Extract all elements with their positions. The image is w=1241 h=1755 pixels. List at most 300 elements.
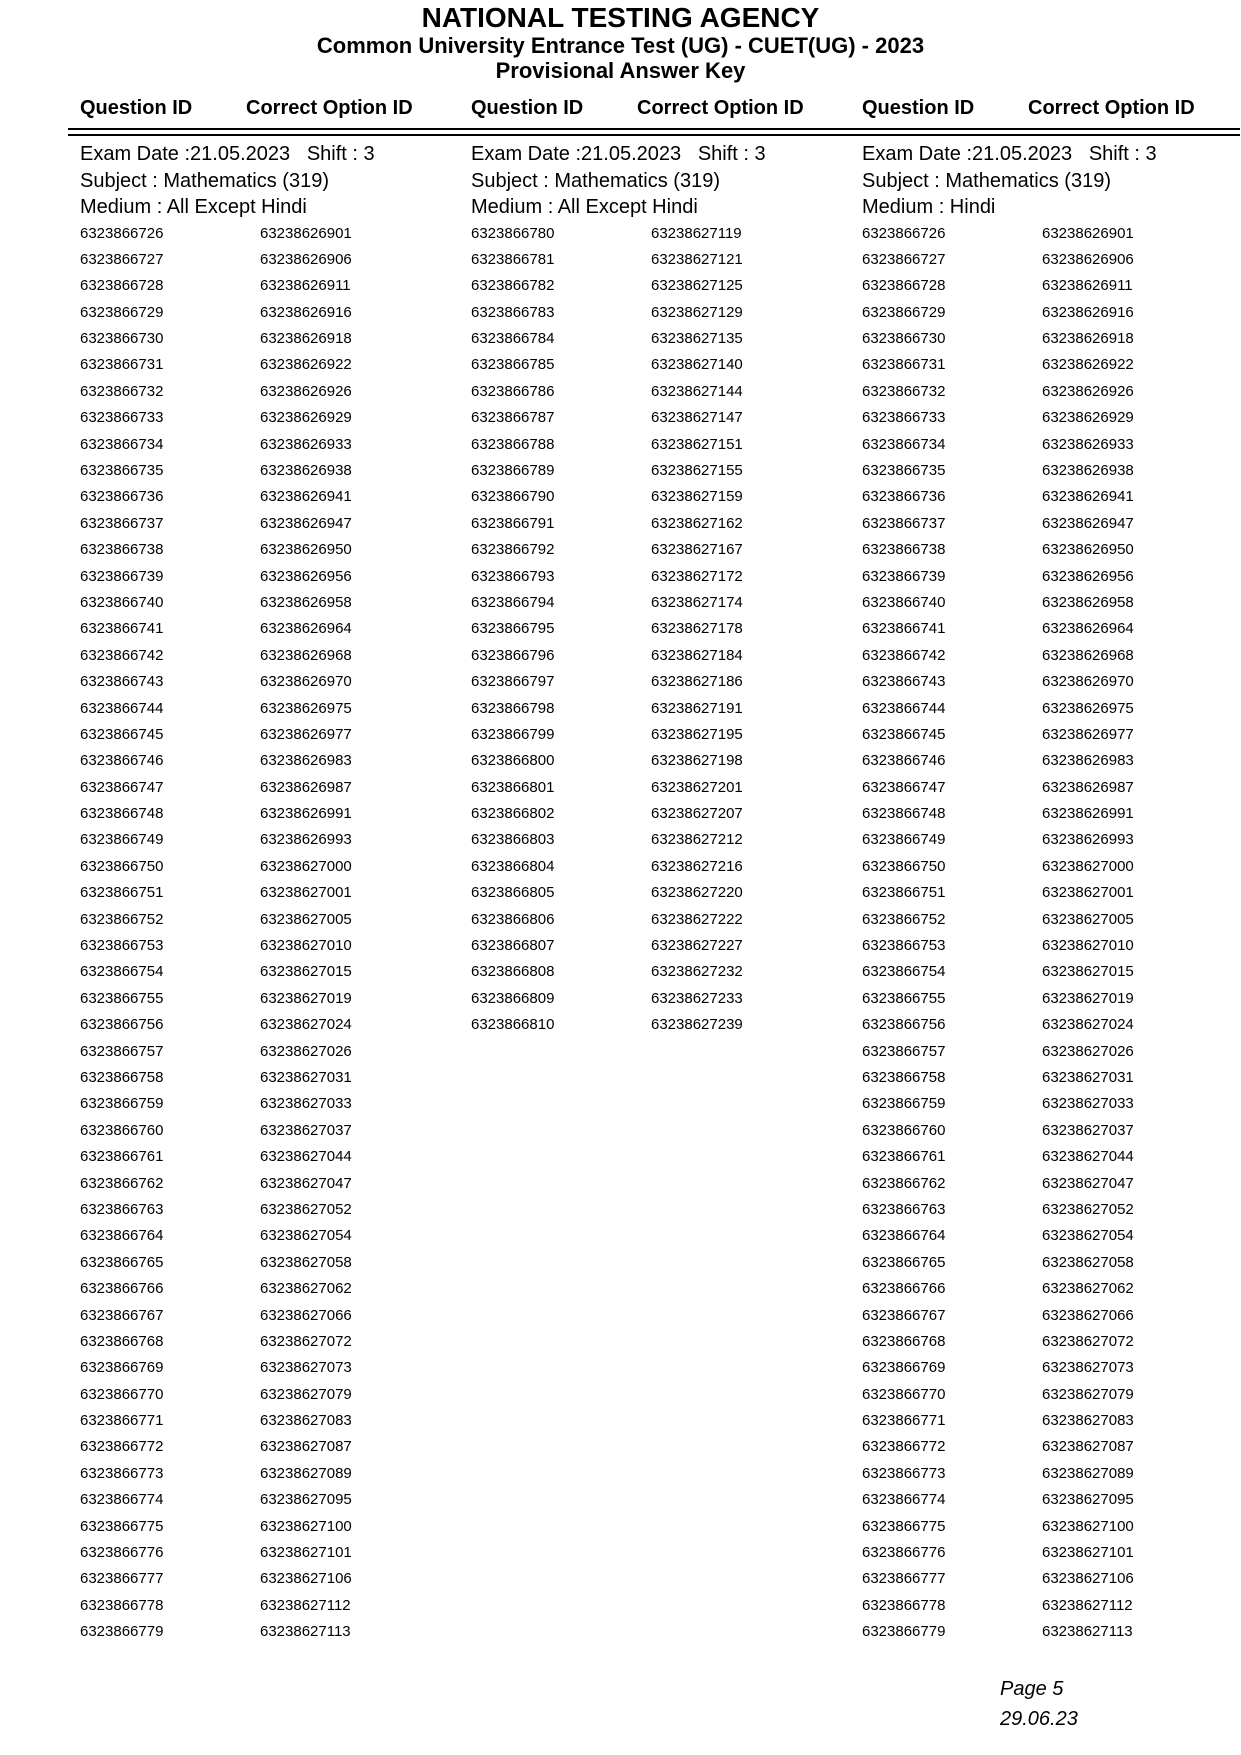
table-row (862, 300, 1157, 326)
correct-option-id: 63238627151 (651, 435, 743, 453)
col-header-question-1: Question ID (80, 97, 193, 119)
correct-option-id: 63238627047 (260, 1174, 352, 1192)
correct-option-id: 63238627066 (1042, 1306, 1134, 1324)
correct-option-id: 63238627073 (1042, 1359, 1134, 1377)
correct-option-id: 63238627101 (1042, 1544, 1134, 1562)
question-id: 6323866773 (862, 1464, 946, 1482)
correct-option-id: 63238626983 (260, 752, 352, 770)
question-id: 6323866759 (80, 1095, 164, 1113)
exam-date-shift (471, 141, 766, 168)
correct-option-id: 63238626906 (1042, 250, 1134, 268)
correct-option-id: 63238627095 (260, 1491, 352, 1509)
question-id: 6323866781 (471, 250, 555, 268)
table-row (471, 669, 766, 695)
table-row (80, 1303, 375, 1329)
correct-option-id: 63238627033 (1042, 1095, 1134, 1113)
table-row (862, 722, 1157, 748)
question-id: 6323866746 (80, 752, 164, 770)
correct-option-id: 63238626993 (1042, 831, 1134, 849)
question-id: 6323866756 (80, 1016, 164, 1034)
table-row (471, 959, 766, 985)
question-id: 6323866732 (80, 382, 164, 400)
question-id: 6323866791 (471, 514, 555, 532)
correct-option-id: 63238626941 (260, 488, 352, 506)
correct-option-id: 63238626941 (1042, 488, 1134, 506)
correct-option-id: 63238627026 (260, 1042, 352, 1060)
table-row (862, 1197, 1157, 1223)
question-id: 6323866768 (80, 1332, 164, 1350)
question-id: 6323866783 (471, 303, 555, 321)
table-row (862, 326, 1157, 352)
table-row (862, 616, 1157, 642)
table-row (471, 933, 766, 959)
correct-option-id: 63238626901 (1042, 224, 1134, 242)
question-id: 6323866730 (80, 330, 164, 348)
correct-option-id: 63238627044 (1042, 1148, 1134, 1166)
medium: Medium : Hindi (862, 196, 996, 218)
question-id: 6323866807 (471, 937, 555, 955)
correct-option-id: 63238626906 (260, 250, 352, 268)
question-id: 6323866786 (471, 382, 555, 400)
question-id: 6323866801 (471, 778, 555, 796)
correct-option-id: 63238627113 (260, 1623, 351, 1641)
table-row (862, 1487, 1157, 1513)
document-subtitle: Provisional Answer Key (495, 58, 746, 83)
correct-option-id: 63238627227 (651, 937, 743, 955)
table-row (80, 300, 375, 326)
correct-option-id: 63238627001 (1042, 884, 1134, 902)
table-row (862, 511, 1157, 537)
table-row (862, 933, 1157, 959)
table-row (862, 854, 1157, 880)
table-row (862, 959, 1157, 985)
table-row (80, 722, 375, 748)
question-id: 6323866754 (862, 963, 946, 981)
table-row (80, 959, 375, 985)
correct-option-id: 63238627083 (260, 1412, 352, 1430)
table-row (80, 590, 375, 616)
table-row (862, 273, 1157, 299)
correct-option-id: 63238627089 (260, 1464, 352, 1482)
answer-rows (471, 221, 766, 1039)
correct-option-id: 63238626968 (260, 646, 352, 664)
question-id: 6323866751 (862, 884, 946, 902)
table-row (80, 1171, 375, 1197)
footer-date: 29.06.23 (1000, 1708, 1078, 1730)
table-row (862, 484, 1157, 510)
question-id: 6323866769 (80, 1359, 164, 1377)
question-id: 6323866806 (471, 910, 555, 928)
answer-block-3 (862, 141, 1157, 1646)
question-id: 6323866782 (471, 277, 555, 295)
correct-option-id: 63238627106 (1042, 1570, 1134, 1588)
question-id: 6323866778 (862, 1596, 946, 1614)
shift: Shift : 3 (306, 143, 375, 165)
medium: Medium : All Except Hindi (80, 196, 307, 218)
question-id: 6323866790 (471, 488, 555, 506)
table-row (80, 484, 375, 510)
question-id: 6323866753 (80, 937, 164, 955)
table-row (862, 1118, 1157, 1144)
answer-rows (80, 221, 375, 1646)
correct-option-id: 63238627054 (260, 1227, 352, 1245)
table-row (80, 854, 375, 880)
question-id: 6323866749 (80, 831, 164, 849)
question-id: 6323866793 (471, 567, 555, 585)
subject: Subject : Mathematics (319) (80, 169, 329, 192)
question-id: 6323866728 (80, 277, 164, 295)
question-id: 6323866736 (80, 488, 164, 506)
table-row (862, 379, 1157, 405)
correct-option-id: 63238627010 (1042, 937, 1134, 955)
correct-option-id: 63238627062 (260, 1280, 352, 1298)
correct-option-id: 63238627054 (1042, 1227, 1134, 1245)
table-row (862, 827, 1157, 853)
table-row (80, 1197, 375, 1223)
question-id: 6323866738 (80, 541, 164, 559)
question-id: 6323866798 (471, 699, 555, 717)
table-row (80, 1355, 375, 1381)
question-id: 6323866774 (862, 1491, 946, 1509)
question-id: 6323866758 (862, 1069, 946, 1086)
table-row (862, 1276, 1157, 1302)
correct-option-id: 63238626938 (260, 462, 352, 480)
table-row (862, 986, 1157, 1012)
correct-option-id: 63238626922 (260, 356, 352, 374)
table-row (80, 326, 375, 352)
table-row (862, 458, 1157, 484)
question-id: 6323866765 (80, 1253, 164, 1271)
table-row (471, 722, 766, 748)
correct-option-id: 63238626911 (1042, 277, 1133, 295)
question-id: 6323866797 (471, 673, 555, 691)
correct-option-id: 63238627033 (260, 1095, 352, 1113)
table-row (80, 880, 375, 906)
table-row (862, 1382, 1157, 1408)
exam-date-shift (862, 141, 1157, 168)
correct-option-id: 63238627212 (651, 831, 743, 849)
question-id: 6323866729 (80, 303, 164, 321)
correct-option-id: 63238627037 (1042, 1121, 1134, 1139)
question-id: 6323866758 (80, 1069, 164, 1086)
table-row (80, 1039, 375, 1065)
table-row (80, 1065, 375, 1091)
table-row (862, 775, 1157, 801)
table-row (80, 801, 375, 827)
correct-option-id: 63238626916 (260, 303, 352, 321)
correct-option-id: 63238627026 (1042, 1042, 1134, 1060)
table-row (862, 1223, 1157, 1249)
question-id: 6323866800 (471, 752, 555, 770)
question-id: 6323866784 (471, 330, 555, 348)
correct-option-id: 63238626901 (260, 224, 352, 242)
question-id: 6323866732 (862, 382, 946, 400)
question-id: 6323866752 (80, 910, 164, 928)
table-row (471, 247, 766, 273)
correct-option-id: 63238627162 (651, 514, 743, 532)
table-row (862, 1065, 1157, 1091)
col-header-question-3: Question ID (862, 97, 975, 119)
table-row (471, 696, 766, 722)
correct-option-id: 63238627239 (651, 1016, 743, 1034)
table-row (80, 1223, 375, 1249)
table-row (80, 1566, 375, 1592)
table-row (80, 986, 375, 1012)
table-row (862, 405, 1157, 431)
correct-option-id: 63238627125 (651, 277, 743, 295)
table-row (80, 537, 375, 563)
table-row (471, 1012, 766, 1038)
question-id: 6323866739 (80, 567, 164, 585)
correct-option-id: 63238627000 (260, 857, 352, 875)
correct-option-id: 63238627015 (1042, 963, 1134, 981)
correct-option-id: 63238626970 (1042, 673, 1134, 691)
question-id: 6323866771 (80, 1412, 164, 1430)
table-row (862, 669, 1157, 695)
table-row (471, 748, 766, 774)
table-row (471, 300, 766, 326)
table-row (80, 379, 375, 405)
table-row (471, 484, 766, 510)
table-row (471, 643, 766, 669)
correct-option-id: 63238627005 (1042, 910, 1134, 928)
table-row (862, 1012, 1157, 1038)
question-id: 6323866779 (862, 1623, 946, 1641)
correct-option-id: 63238626977 (1042, 725, 1134, 743)
correct-option-id: 63238627031 (1042, 1069, 1134, 1086)
table-row (471, 352, 766, 378)
correct-option-id: 63238627112 (260, 1596, 351, 1614)
correct-option-id: 63238626918 (260, 330, 352, 348)
question-id: 6323866738 (862, 541, 946, 559)
col-header-option-2: Correct Option ID (637, 97, 804, 119)
question-id: 6323866733 (862, 409, 946, 427)
question-id: 6323866792 (471, 541, 555, 559)
table-row (862, 1329, 1157, 1355)
correct-option-id: 63238626947 (1042, 514, 1134, 532)
question-id: 6323866766 (862, 1280, 946, 1298)
correct-option-id: 63238627101 (260, 1544, 352, 1562)
table-row (862, 1355, 1157, 1381)
correct-option-id: 63238627000 (1042, 857, 1134, 875)
question-id: 6323866726 (862, 224, 946, 242)
question-id: 6323866751 (80, 884, 164, 902)
question-id: 6323866777 (80, 1570, 164, 1588)
table-row (471, 458, 766, 484)
table-row (862, 1540, 1157, 1566)
question-id: 6323866744 (862, 699, 946, 717)
table-row (80, 1593, 375, 1619)
correct-option-id: 63238627155 (651, 462, 743, 480)
question-id: 6323866779 (80, 1623, 164, 1641)
correct-option-id: 63238627066 (260, 1306, 352, 1324)
correct-option-id: 63238627140 (651, 356, 743, 374)
question-id: 6323866733 (80, 409, 164, 427)
table-row (471, 379, 766, 405)
question-id: 6323866765 (862, 1253, 946, 1271)
question-id: 6323866739 (862, 567, 946, 585)
table-row (80, 405, 375, 431)
question-id: 6323866805 (471, 884, 555, 902)
table-row (80, 643, 375, 669)
col-header-question-2: Question ID (471, 97, 584, 119)
question-id: 6323866764 (862, 1227, 946, 1245)
correct-option-id: 63238627100 (1042, 1517, 1134, 1535)
table-row (80, 247, 375, 273)
question-id: 6323866763 (80, 1200, 164, 1218)
question-id: 6323866731 (80, 356, 164, 374)
correct-option-id: 63238626993 (260, 831, 352, 849)
question-id: 6323866759 (862, 1095, 946, 1113)
correct-option-id: 63238627106 (260, 1570, 352, 1588)
correct-option-id: 63238627100 (260, 1517, 352, 1535)
question-id: 6323866772 (80, 1438, 164, 1456)
table-row (862, 1303, 1157, 1329)
question-id: 6323866777 (862, 1570, 946, 1588)
correct-option-id: 63238627001 (260, 884, 352, 902)
table-row (80, 933, 375, 959)
question-id: 6323866750 (80, 857, 164, 875)
correct-option-id: 63238626970 (260, 673, 352, 691)
shift: Shift : 3 (1088, 143, 1157, 165)
question-id: 6323866794 (471, 593, 555, 611)
table-row (80, 775, 375, 801)
question-id: 6323866775 (862, 1517, 946, 1535)
question-id: 6323866809 (471, 989, 555, 1007)
answer-block-2 (471, 141, 766, 1039)
correct-option-id: 63238626975 (260, 699, 352, 717)
header-rule-bottom (68, 134, 1240, 136)
question-id: 6323866730 (862, 330, 946, 348)
question-id: 6323866747 (80, 778, 164, 796)
correct-option-id: 63238627052 (1042, 1200, 1134, 1218)
answer-block-1 (80, 141, 375, 1646)
exam-date: Exam Date :21.05.2023 (80, 143, 291, 165)
table-row (80, 1408, 375, 1434)
question-id: 6323866766 (80, 1280, 164, 1298)
question-id: 6323866760 (80, 1121, 164, 1139)
table-row (862, 643, 1157, 669)
question-id: 6323866762 (80, 1174, 164, 1192)
correct-option-id: 63238627220 (651, 884, 743, 902)
table-row (471, 221, 766, 247)
question-id: 6323866734 (862, 435, 946, 453)
correct-option-id: 63238627112 (1042, 1596, 1133, 1614)
correct-option-id: 63238626947 (260, 514, 352, 532)
question-id: 6323866727 (862, 250, 946, 268)
exam-date-shift (80, 141, 375, 168)
table-row (471, 432, 766, 458)
correct-option-id: 63238627201 (651, 778, 743, 796)
question-id: 6323866780 (471, 224, 555, 242)
col-header-option-3: Correct Option ID (1028, 97, 1195, 119)
correct-option-id: 63238626977 (260, 725, 352, 743)
question-id: 6323866735 (862, 462, 946, 480)
table-row (862, 801, 1157, 827)
question-id: 6323866761 (862, 1148, 946, 1166)
correct-option-id: 63238627058 (260, 1253, 352, 1271)
correct-option-id: 63238627079 (1042, 1385, 1134, 1403)
question-id: 6323866754 (80, 963, 164, 981)
table-row (862, 1593, 1157, 1619)
correct-option-id: 63238627083 (1042, 1412, 1134, 1430)
question-id: 6323866741 (80, 620, 164, 638)
question-id: 6323866743 (862, 673, 946, 691)
subject: Subject : Mathematics (319) (471, 169, 720, 192)
table-row (80, 1514, 375, 1540)
question-id: 6323866750 (862, 857, 946, 875)
question-id: 6323866735 (80, 462, 164, 480)
correct-option-id: 63238627121 (651, 250, 743, 268)
question-id: 6323866757 (862, 1042, 946, 1060)
table-row (471, 775, 766, 801)
answer-rows (862, 221, 1157, 1646)
table-row (471, 511, 766, 537)
table-row (80, 432, 375, 458)
correct-option-id: 63238627191 (651, 699, 743, 717)
correct-option-id: 63238627186 (651, 673, 743, 691)
question-id: 6323866770 (862, 1385, 946, 1403)
table-row (862, 352, 1157, 378)
question-id: 6323866741 (862, 620, 946, 638)
question-id: 6323866742 (862, 646, 946, 664)
question-id: 6323866747 (862, 778, 946, 796)
correct-option-id: 63238626929 (1042, 409, 1134, 427)
table-row (471, 827, 766, 853)
correct-option-id: 63238627062 (1042, 1280, 1134, 1298)
table-row (80, 748, 375, 774)
table-row (471, 907, 766, 933)
correct-option-id: 63238627232 (651, 963, 743, 981)
correct-option-id: 63238626991 (1042, 805, 1134, 823)
table-row (862, 880, 1157, 906)
correct-option-id: 63238627172 (651, 567, 743, 585)
question-id: 6323866778 (80, 1596, 164, 1614)
correct-option-id: 63238626933 (1042, 435, 1134, 453)
correct-option-id: 63238627079 (260, 1385, 352, 1403)
table-row (80, 511, 375, 537)
table-row (80, 458, 375, 484)
correct-option-id: 63238627195 (651, 725, 743, 743)
correct-option-id: 63238627047 (1042, 1174, 1134, 1192)
question-id: 6323866727 (80, 250, 164, 268)
table-row (862, 1144, 1157, 1170)
correct-option-id: 63238626922 (1042, 356, 1134, 374)
table-row (862, 696, 1157, 722)
table-row (862, 590, 1157, 616)
col-header-option-1: Correct Option ID (246, 97, 413, 119)
correct-option-id: 63238626968 (1042, 646, 1134, 664)
question-id: 6323866768 (862, 1332, 946, 1350)
question-id: 6323866789 (471, 462, 555, 480)
correct-option-id: 63238627178 (651, 620, 743, 638)
exam-date: Exam Date :21.05.2023 (471, 143, 682, 165)
subject: Subject : Mathematics (319) (862, 169, 1111, 192)
table-row (80, 1091, 375, 1117)
table-row (862, 221, 1157, 247)
question-id: 6323866769 (862, 1359, 946, 1377)
table-row (80, 907, 375, 933)
correct-option-id: 63238627144 (651, 382, 743, 400)
exam-name: Common University Entrance Test (UG) - CUET(UG) - 2023 (316, 33, 925, 58)
question-id: 6323866762 (862, 1174, 946, 1192)
table-row (471, 537, 766, 563)
question-id: 6323866772 (862, 1438, 946, 1456)
question-id: 6323866776 (80, 1544, 164, 1562)
table-row (862, 537, 1157, 563)
table-row (471, 326, 766, 352)
correct-option-id: 63238627019 (1042, 989, 1134, 1007)
